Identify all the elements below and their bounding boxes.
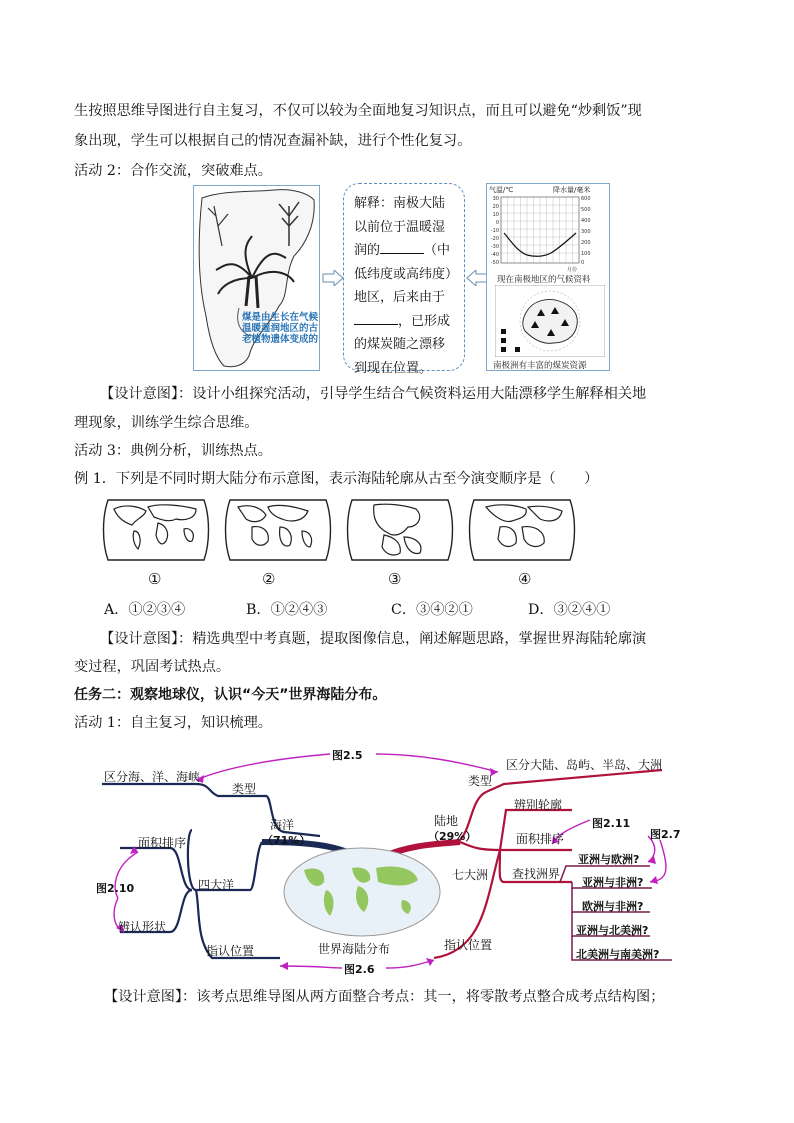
locate-right-label: 指认位置 [444, 938, 493, 952]
outline-label: 辨别轮廓 [514, 798, 563, 812]
explain-text-1: 解释：南极大陆以前位于温暖湿润的 [354, 196, 446, 258]
pair-europe-africa: 欧洲与非洲? [582, 900, 644, 913]
mindmap-design-intent: 【设计意图】：该考点思维导图从两方面整合考点：其一，将零散考点整合成考点结构图； [104, 989, 665, 1005]
temp-tick-m50: -50 [490, 260, 499, 266]
precip-axis-label: 降水量/毫米 [553, 186, 591, 194]
fig-2-6-label: 图2.6 [344, 963, 375, 976]
map-1-illustration [100, 497, 212, 563]
type-right-label: 类型 [468, 774, 493, 788]
antarctica-map [495, 285, 605, 357]
activity2-design-intent-2: 理现象，训练学生综合思维。 [74, 415, 259, 431]
coal-caption: 煤是由生长在气候温暖湿润地区的古老植物遗体变成的 [242, 312, 319, 345]
map-2-illustration [222, 497, 334, 563]
find-boundary-label: 查找洲界 [512, 867, 561, 881]
precip-tick-100: 100 [581, 251, 591, 257]
climate-chart [487, 193, 611, 273]
fig-2-10-label: 图2.10 [96, 882, 135, 895]
explain-box [343, 183, 465, 376]
explain-text-3: ，已形成的煤炭随之漂移到现在位置。 [354, 313, 451, 376]
temp-tick-20: 20 [492, 204, 499, 210]
activity2-title: 活动 2：合作交流，突破难点。 [74, 163, 272, 179]
task2-activity1-title: 活动 1：自主复习，知识梳理。 [74, 715, 272, 731]
precip-tick-600: 600 [581, 196, 591, 202]
intro-line-1: 生按照思维导图进行自主复习，不仅可以较为全面地复习知识点，而且可以避免“炒剩饭”现 [74, 103, 642, 119]
temp-tick-m40: -40 [490, 252, 499, 258]
land-percent: （29%） [428, 830, 477, 843]
area-sort-right-label: 面积排序 [516, 832, 565, 846]
activity3-title: 活动 3：典例分析，训练热点。 [74, 443, 272, 459]
coal-tree-figure [193, 185, 320, 371]
temp-tick-0: 0 [495, 220, 499, 226]
four-oceans-label: 四大洋 [198, 878, 235, 892]
fig-2-5-label: 图2.5 [332, 749, 363, 762]
option-b[interactable]: B．①②④③ [246, 602, 328, 618]
precip-tick-400: 400 [581, 218, 591, 224]
map-label-1: ① [148, 570, 162, 588]
climate-caption: 现在南极地区的气候资料 [497, 275, 591, 285]
arrow-right-icon [322, 270, 344, 286]
pair-asia-africa: 亚洲与非洲? [582, 876, 644, 889]
fig-2-11-label: 图2.11 [592, 817, 631, 830]
precip-tick-500: 500 [581, 207, 591, 213]
world-distribution-label: 世界海陆分布 [318, 942, 391, 956]
temp-axis-label: 气温/℃ [489, 186, 514, 194]
ocean-percent: （71%） [262, 834, 311, 847]
fig-2-7-label: 图2.7 [650, 828, 681, 841]
pair-asia-europe: 亚洲与欧洲? [578, 853, 640, 866]
option-d[interactable]: D．③②④① [528, 602, 611, 618]
map-label-4: ④ [518, 570, 532, 588]
precip-tick-300: 300 [581, 229, 591, 235]
land-label: 陆地 [434, 814, 459, 828]
map-3-illustration [344, 497, 456, 563]
precip-tick-0: 0 [581, 260, 585, 266]
pair-asia-north-america: 亚洲与北美洲? [576, 924, 649, 937]
antarctica-figure [486, 183, 610, 371]
distinguish-sea-label: 区分海、洋、海峡 [104, 770, 201, 784]
example1-question: 例 1．下列是不同时期大陆分布示意图，表示海陆轮廓从古至今演变顺序是（ ） [74, 471, 599, 487]
answer-blank-2[interactable] [354, 312, 398, 325]
activity2-design-intent: 【设计意图】：设计小组探究活动，引导学生结合气候资料运用大陆漂移学生解释相关地 [100, 386, 647, 402]
explain-text-2: （中低纬度或高纬度）地区，后来由于 [354, 243, 452, 305]
precip-tick-200: 200 [581, 240, 591, 246]
activity3-design-intent: 【设计意图】：精选典型中考真题，提取图像信息，阐述解题思路，掌握世界海陆轮廓演 [100, 631, 647, 647]
temp-tick-m10: -10 [490, 228, 499, 234]
shape-label: 辨认形状 [118, 920, 167, 934]
temp-tick-m30: -30 [490, 244, 499, 250]
arrow-left-icon [466, 270, 488, 286]
pair-north-south-america: 北美洲与南美洲? [576, 948, 660, 961]
locate-left-label: 指认位置 [206, 944, 255, 958]
ocean-label: 海洋 [270, 818, 295, 832]
temp-tick-30: 30 [492, 196, 499, 202]
area-sort-left-label: 面积排序 [138, 836, 187, 850]
task2-title: 任务二：观察地球仪，认识“今天”世界海陆分布。 [74, 687, 387, 703]
map-label-2: ② [262, 570, 276, 588]
map-label-3: ③ [388, 570, 402, 588]
coal-map-caption: 南极洲有丰富的煤炭资源 [493, 361, 587, 371]
option-c[interactable]: C．③④②① [391, 602, 473, 618]
option-a[interactable]: A．①②③④ [104, 602, 186, 618]
type-left-label: 类型 [232, 782, 257, 796]
intro-line-2: 象出现，学生可以根据自己的情况查漏补缺，进行个性化复习。 [74, 133, 472, 149]
seven-continents-label: 七大洲 [452, 868, 489, 882]
activity3-design-intent-2: 变过程，巩固考试热点。 [74, 659, 231, 675]
map-4-illustration [466, 497, 578, 563]
distinguish-land-label: 区分大陆、岛屿、半岛、大洲 [506, 758, 663, 772]
answer-blank-1[interactable] [380, 241, 424, 254]
temp-tick-10: 10 [492, 212, 499, 218]
month-label: 月份 [567, 267, 578, 273]
temp-tick-m20: -20 [490, 236, 499, 242]
